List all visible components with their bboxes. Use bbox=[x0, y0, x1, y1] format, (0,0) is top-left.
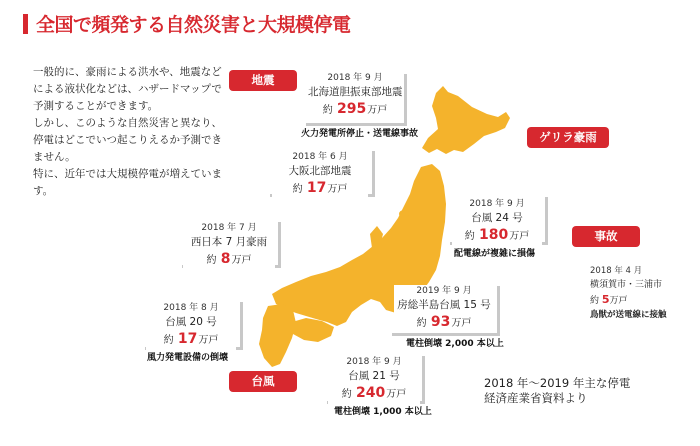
event-note-boso: 電柱倒壊 2,000 本以上 bbox=[406, 339, 504, 349]
event-amount bbox=[183, 250, 275, 270]
amount-prefix: 約 bbox=[163, 335, 174, 346]
event-amount bbox=[394, 313, 494, 333]
event-amount bbox=[328, 384, 420, 404]
event-date: 2018 年 9 月 bbox=[469, 199, 525, 209]
amount-unit: 万戸 bbox=[451, 318, 472, 329]
event-note-typhoon-20: 風力発電設備の倒壊 bbox=[147, 353, 229, 363]
amount-unit: 万戸 bbox=[609, 296, 628, 306]
amount-value: 5 bbox=[601, 293, 610, 306]
sado-shape bbox=[399, 210, 409, 218]
page-title: 全国で頻発する自然災害と大規模停電 bbox=[36, 14, 351, 36]
event-note-hokkaido: 火力発電所停止・送電線事故 bbox=[301, 129, 419, 139]
kyushu-shape bbox=[259, 304, 296, 367]
event-note-typhoon-24: 配電線が複雑に損傷 bbox=[454, 249, 536, 259]
category-earthquake-label: 地震 bbox=[229, 70, 297, 91]
event-date: 2018 年 9 月 bbox=[346, 357, 402, 367]
event-card-boso bbox=[394, 285, 494, 333]
event-card-typhoon-21 bbox=[328, 356, 420, 404]
amount-value: 17 bbox=[306, 180, 327, 196]
source-note bbox=[484, 376, 630, 406]
amount-prefix: 約 bbox=[292, 184, 303, 195]
amount-unit: 万戸 bbox=[231, 255, 252, 266]
event-date: 2018 年 9 月 bbox=[327, 73, 383, 83]
category-accident-label: 事故 bbox=[572, 226, 640, 247]
category-guerrilla-rain-label: ゲリラ豪雨 bbox=[527, 127, 609, 148]
osaka-left-bar bbox=[372, 151, 375, 197]
amount-value: 240 bbox=[355, 385, 386, 401]
hokkaido-shape bbox=[422, 86, 510, 154]
event-name: 大阪北部地震 bbox=[288, 165, 352, 177]
event-name: 台風 21 号 bbox=[348, 370, 400, 382]
boso-left-bar bbox=[497, 286, 500, 336]
event-amount bbox=[146, 330, 236, 350]
amount-unit: 万戸 bbox=[198, 335, 219, 346]
event-date: 2018 年 4 月 bbox=[590, 266, 643, 276]
amount-value: 180 bbox=[478, 227, 509, 243]
event-note-typhoon-21: 電柱倒壊 1,000 本以上 bbox=[334, 407, 432, 417]
category-typhoon-label: 台風 bbox=[229, 371, 297, 392]
intro-paragraph-3: 特に、近年では大規模停電が増えています。 bbox=[33, 168, 222, 197]
event-note: 鳥獣が送電線に接触 bbox=[590, 310, 667, 320]
intro-paragraph-1: 一般的に、豪雨による洪水や、地震などによる液状化などは、ハザードマップで予測することができます。 bbox=[33, 66, 222, 112]
event-amount bbox=[590, 292, 667, 309]
amount-prefix: 約 bbox=[206, 255, 217, 266]
amount-unit: 万戸 bbox=[367, 105, 388, 116]
event-amount bbox=[308, 100, 402, 120]
source-line-2: 経済産業省資料より bbox=[484, 391, 588, 405]
event-amount bbox=[272, 179, 368, 199]
event-date: 2018 年 8 月 bbox=[163, 303, 219, 313]
event-card-osaka bbox=[272, 151, 368, 199]
amount-unit: 万戸 bbox=[327, 184, 348, 195]
t21-left-bar bbox=[422, 356, 425, 404]
amount-prefix: 約 bbox=[341, 389, 352, 400]
event-name: 横須賀市・三浦市 bbox=[590, 280, 663, 290]
source-line-1: 2018 年～2019 年主な停電 bbox=[484, 376, 631, 390]
amount-value: 295 bbox=[336, 101, 367, 117]
event-name: 台風 20 号 bbox=[165, 316, 217, 328]
event-name: 北海道胆振東部地震 bbox=[308, 86, 403, 98]
event-card-typhoon-24 bbox=[452, 198, 542, 246]
event-name: 台風 24 号 bbox=[471, 212, 523, 224]
event-card-west-japan bbox=[183, 222, 275, 270]
event-card-yokosuka bbox=[590, 265, 667, 322]
amount-unit: 万戸 bbox=[386, 389, 407, 400]
t24-left-bar bbox=[545, 197, 548, 245]
event-date: 2018 年 6 月 bbox=[292, 152, 348, 162]
event-name: 西日本 7 月豪雨 bbox=[190, 236, 268, 248]
amount-value: 8 bbox=[220, 251, 231, 267]
intro-paragraph-2: しかし、このような自然災害と異なり、停電はどこでいつ起こりえるか予測できません。 bbox=[33, 117, 222, 163]
event-date: 2019 年 9 月 bbox=[416, 286, 472, 296]
t20-left-bar bbox=[240, 302, 243, 350]
event-amount bbox=[452, 226, 542, 246]
west-left-bar bbox=[278, 222, 281, 268]
amount-value: 17 bbox=[177, 331, 198, 347]
event-card-typhoon-20 bbox=[146, 302, 236, 350]
amount-prefix: 約 bbox=[322, 105, 333, 116]
event-date: 2018 年 7 月 bbox=[201, 223, 257, 233]
amount-prefix: 約 bbox=[416, 318, 427, 329]
amount-unit: 万戸 bbox=[509, 231, 530, 242]
event-name: 房総半島台風 15 号 bbox=[397, 299, 491, 311]
amount-value: 93 bbox=[430, 314, 451, 330]
event-card-hokkaido bbox=[308, 72, 402, 120]
hokkaido-left-bar bbox=[404, 74, 407, 126]
amount-prefix: 約 bbox=[590, 296, 600, 306]
amount-prefix: 約 bbox=[464, 231, 475, 242]
